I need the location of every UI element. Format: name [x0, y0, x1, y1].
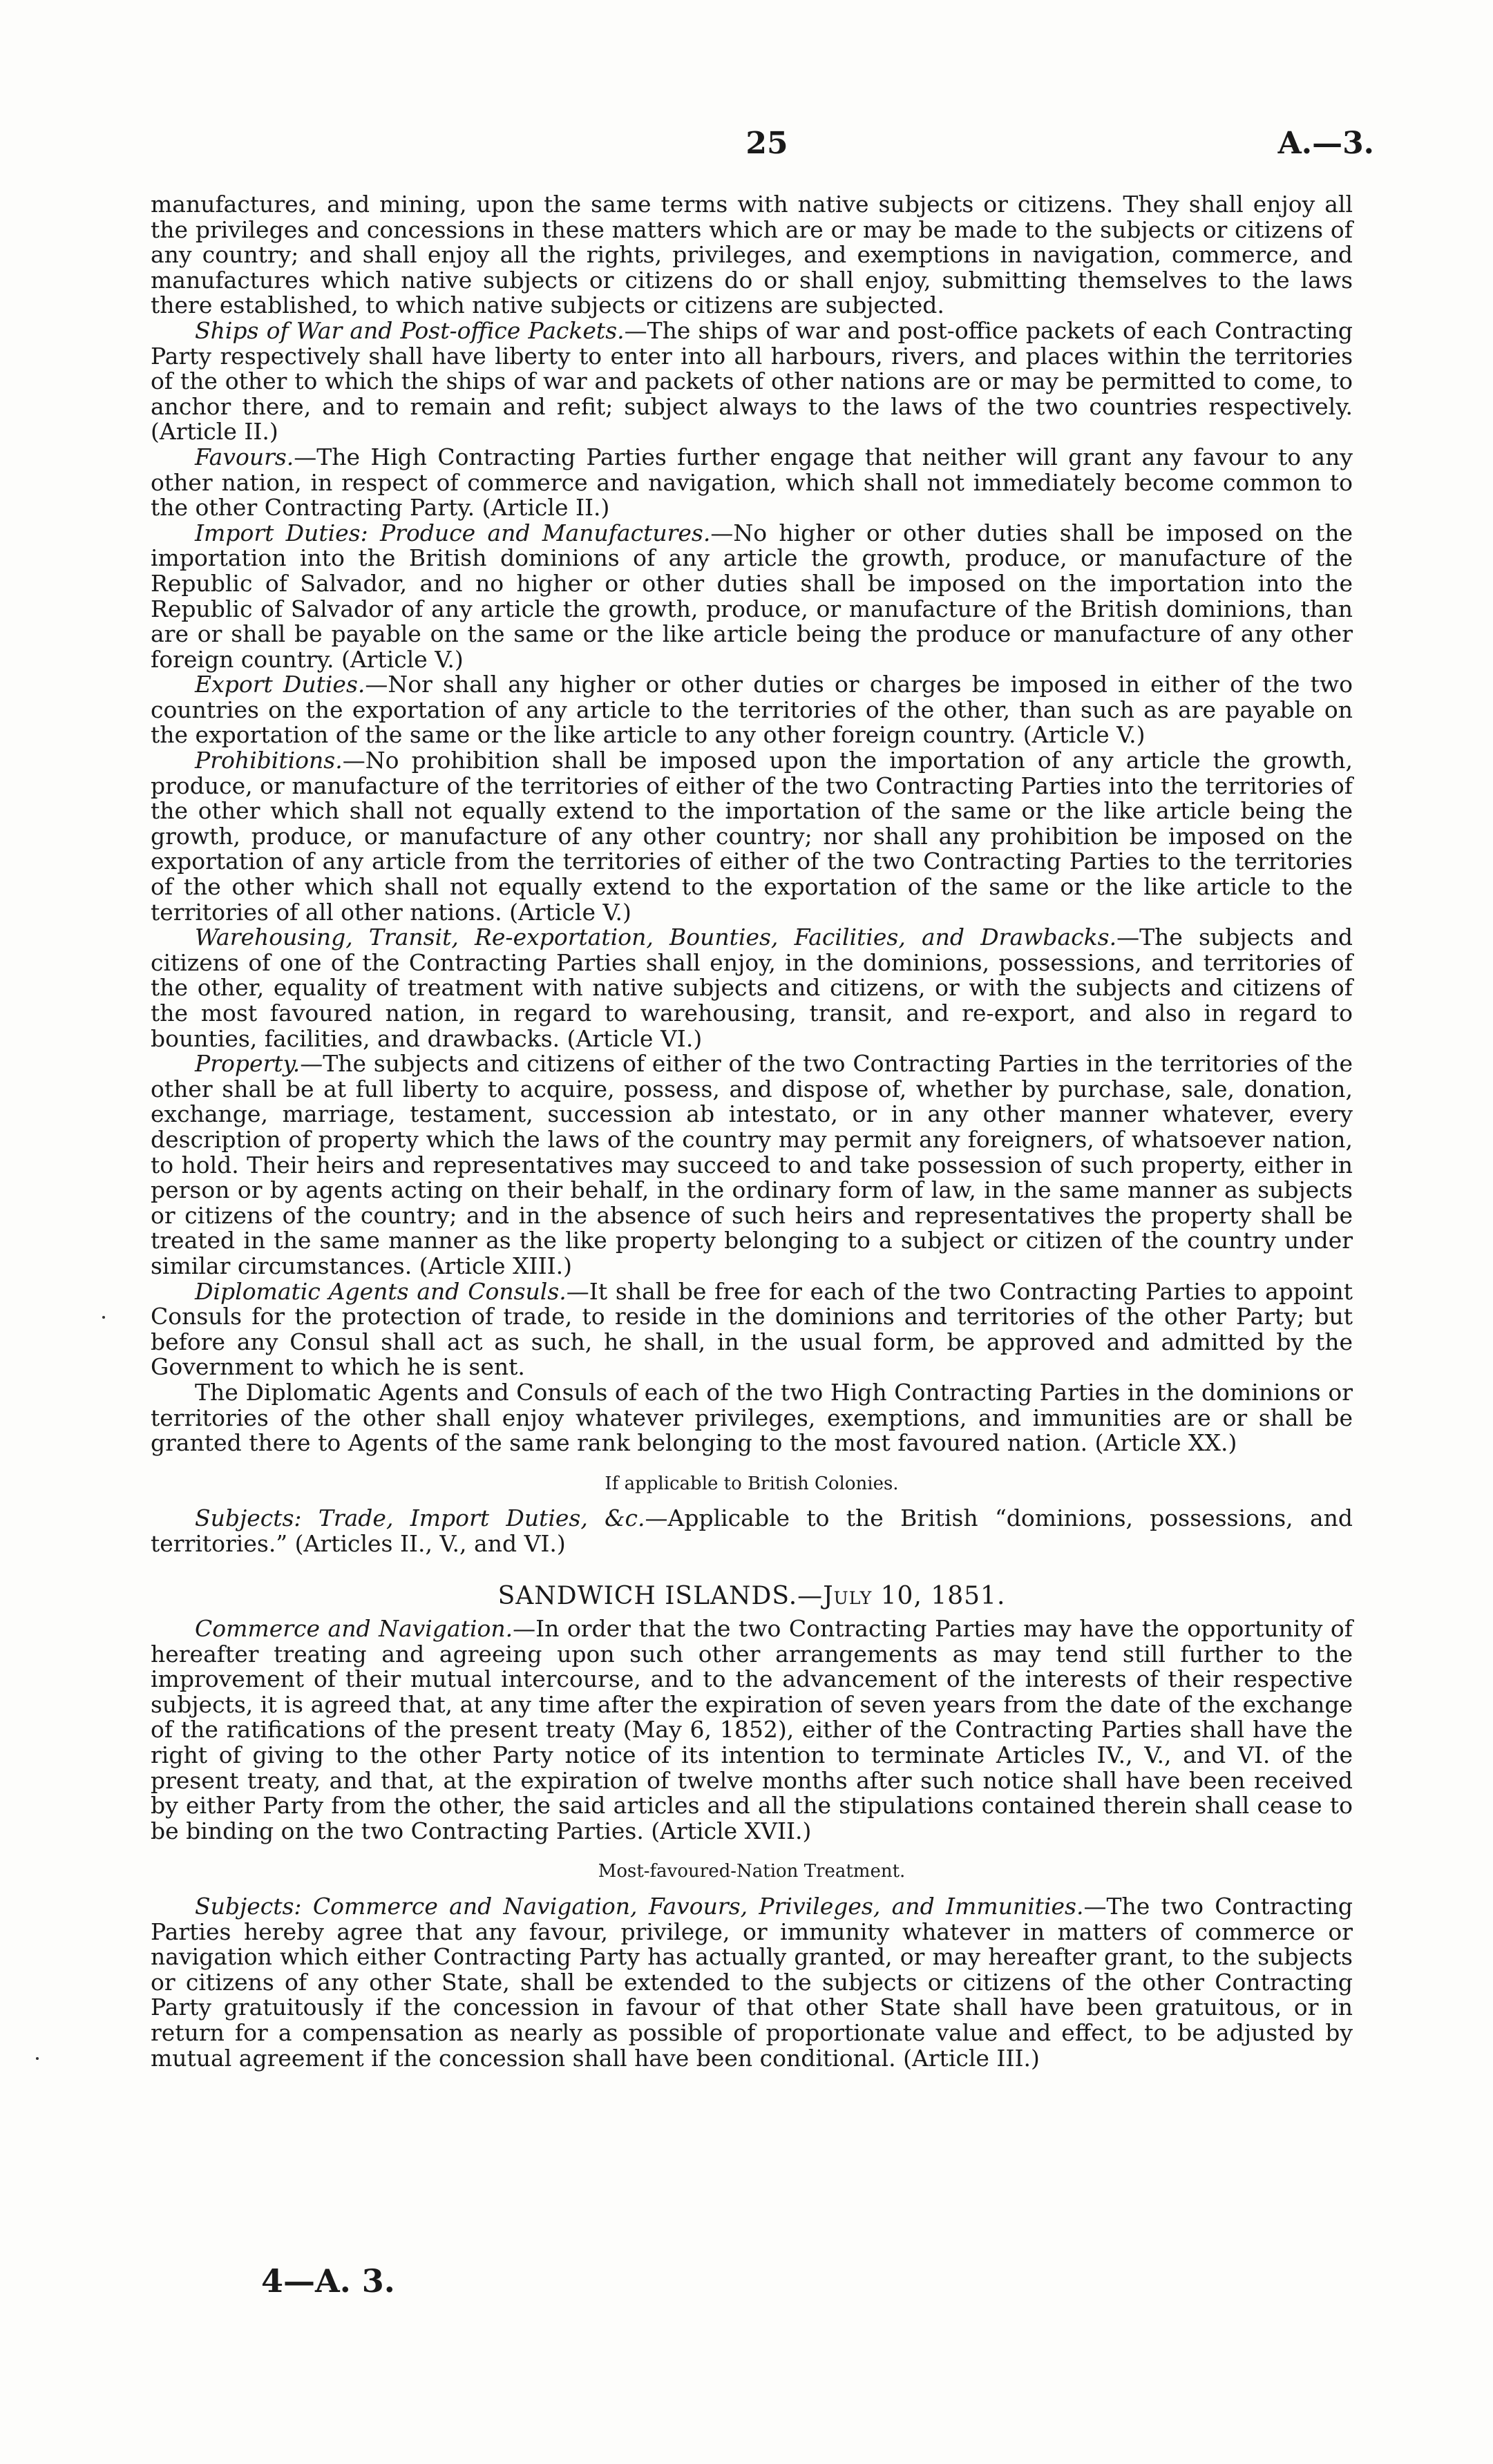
paragraph-lead: Commerce and Navigation.: [195, 1615, 513, 1643]
paragraph-lead: Subjects: Trade, Import Duties, &c.: [195, 1505, 645, 1532]
paragraph: [151, 192, 1353, 318]
paragraph-text: —No higher or other duties shall be imposed on the importation into the British dominions of any article the growth, produce, or manufacture of the Republic of Salvador, and no higher or other duties shall be imposed on the importation into the Republic of Salvador of any article the growth, produce, or manufacture of the British dominions, than are or shall be payable on the same or the like article being the produce or manufacture of any other foreign country. (Article V.): [151, 519, 1353, 673]
paragraph: [151, 318, 1353, 445]
paragraph-text: The Diplomatic Agents and Consuls of each of the two High Contracting Parties in the dominions or territories of the other shall enjoy whatever privileges, exemptions, and immunities are or shall be granted there to Agents of the same rank belonging to the most favoured nation. (Article XX.): [151, 1378, 1353, 1457]
page-number: 25: [745, 126, 788, 161]
paragraph-lead: Favours.: [195, 443, 294, 470]
paragraph-lead: Warehousing, Transit, Re-exportation, Bounties, Facilities, and Drawbacks.: [195, 924, 1117, 951]
margin-dot: [36, 2057, 39, 2060]
paragraph-text: —It shall be free for each of the two Contracting Parties to appoint Consuls for the protection of trade, to reside in the dominions and territories of the other Party; but before any Consul shall act as such, he shall, in the usual form, be approved and admitted by the Government to which he is sent.: [151, 1277, 1353, 1381]
paragraph-text: —The subjects and citizens of one of the Contracting Parties shall enjoy, in the dominions, possessions, and territories of the other, equality of treatment with native subjects and citizens, or with the subjects and citizens of the most favoured nation, in regard to warehousing, transit, and re-export, and also in regard to bounties, facilities, and drawbacks. (Article VI.): [151, 924, 1353, 1052]
paragraph: [151, 672, 1353, 748]
document-reference: A.—3.: [1277, 126, 1374, 161]
paragraph: [151, 1380, 1353, 1456]
paragraph-text: —Applicable to the British “dominions, possessions, and territories.” (Articles II., V., and VI.): [151, 1505, 1353, 1557]
paragraph-text: —The ships of war and post-office packets of each Contracting Party respectively shall have liberty to enter into all harbours, rivers, and places within the territories of the other to which the ships of war and packets of other nations are or may be permitted to come, to anchor there, and to remain and refit; subject always to the laws of the two countries respectively. (Article II.): [151, 316, 1353, 446]
paragraph: [151, 521, 1353, 673]
colonies-paragraph: [151, 1506, 1353, 1556]
colonies-heading: If applicable to British Colonies.: [605, 1473, 899, 1494]
paragraph: [151, 925, 1353, 1051]
paragraph-text: manufactures, and mining, upon the same terms with native subjects or citizens. They shall enjoy all the privileges and concessions in these matters which are or may be made to the subjects or citizens of any country; and shall enjoy all the rights, privileges, and exemptions in navigation, commerce, and manufactures which native subjects or citizens do or shall enjoy, submitting themselves to the laws there established, to which native subjects or citizens are subjected.: [151, 191, 1353, 319]
section-date: July 10, 1851.: [823, 1582, 1006, 1611]
paragraph-lead: Subjects: Commerce and Navigation, Favours, Privileges, and Immunities.: [195, 1893, 1084, 1920]
paragraph-text: —The High Contracting Parties further engage that neither will grant any favour to any other nation, in respect of commerce and navigation, which shall not immediately become common to the other Contracting Party. (Article II.): [151, 443, 1353, 522]
mfn-paragraph: [151, 1894, 1353, 2071]
paragraph-text: —The subjects and citizens of either of the two Contracting Parties in the territories of the other shall be at full liberty to acquire, possess, and dispose of, whether by purchase, sale, donation, exchange, marriage, testament, succession ab intestato, or in any other manner whatever, every description of property which the laws of the country may permit any foreigners, of whatsoever nation, to hold. Their heirs and representatives may succeed to and take possession of such property, either in person or by agents acting on their behalf, in the ordinary form of law, in the same manner as subjects or citizens of the country; and in the absence of such heirs and representatives the property shall be treated in the same manner as the like property belonging to a subject or citizen of the country under similar circumstances. (Article XIII.): [151, 1050, 1353, 1279]
paragraph-text: —The two Contracting Parties hereby agree that any favour, privilege, or immunity whatever in matters of commerce or navigation which either Contracting Party has actually granted, or may hereafter grant, to the subjects or citizens of any other State, shall be extended to the subjects or citizens of the other Contracting Party gratuitously if the concession in favour of that other State shall have been gratuitous, or in return for a compensation as nearly as possible of proportionate value and effect, to be adjusted by mutual agreement if the concession shall have been conditional. (Article III.): [151, 1893, 1353, 2072]
paragraph-lead: Export Duties.: [195, 671, 365, 698]
section-title: [151, 1584, 1353, 1610]
section-title-text: SANDWICH ISLANDS.—: [497, 1582, 824, 1611]
paragraph: [151, 445, 1353, 521]
paragraph: [151, 1279, 1353, 1380]
paragraph-text: —No prohibition shall be imposed upon the importation of any article the growth, produce, or manufacture of the territories of either of the two Contracting Parties into the territories of the other which shall not equally extend to the importation of the same or the like article being the growth, produce, or manufacture of any other country; nor shall any prohibition be imposed on the exportation of any article from the territories of either of the two Contracting Parties to the territories of the other which shall not equally extend to the exportation of the same or the like article to the territories of all other nations. (Article V.): [151, 747, 1353, 926]
paragraph-lead: Prohibitions.: [195, 747, 343, 774]
paragraph-lead: Diplomatic Agents and Consuls.: [195, 1277, 567, 1305]
paragraph: [151, 748, 1353, 925]
margin-dot: [102, 1316, 105, 1319]
document-body: [151, 192, 1353, 2071]
sandwich-paragraph: [151, 1616, 1353, 1844]
paragraph-lead: Property.: [195, 1050, 301, 1078]
mfn-heading: Most-favoured-Nation Treatment.: [598, 1861, 906, 1882]
paragraph-lead: Import Duties: Produce and Manufactures.: [195, 519, 711, 546]
signature-mark: 4—A. 3.: [261, 2262, 395, 2300]
paragraph-lead: Ships of War and Post-office Packets.: [195, 316, 625, 344]
paragraph: [151, 1051, 1353, 1279]
paragraph-text: —Nor shall any higher or other duties or charges be imposed in either of the two countries on the exportation of any article to the territories of the other, than such as are payable on the exportation of the same or the like article to any other foreign country. (Article V.): [151, 671, 1353, 749]
paragraph-text: —In order that the two Contracting Parties may have the opportunity of hereafter treating and agreeing upon such other arrangements as may tend still further to the improvement of their mutual intercourse, and to the advancement of the interests of their respective subjects, it is agreed that, at any time after the expiration of seven years from the date of the exchange of the ratifications of the present treaty (May 6, 1852), either of the Contracting Parties shall have the right of giving to the other Party notice of its intention to terminate Articles IV., V., and VI. of the present treaty, and that, at the expiration of twelve months after such notice shall have been received by either Party from the other, the said articles and all the stipulations contained therein shall cease to be binding on the two Contracting Parties. (Article XVII.): [151, 1615, 1353, 1844]
